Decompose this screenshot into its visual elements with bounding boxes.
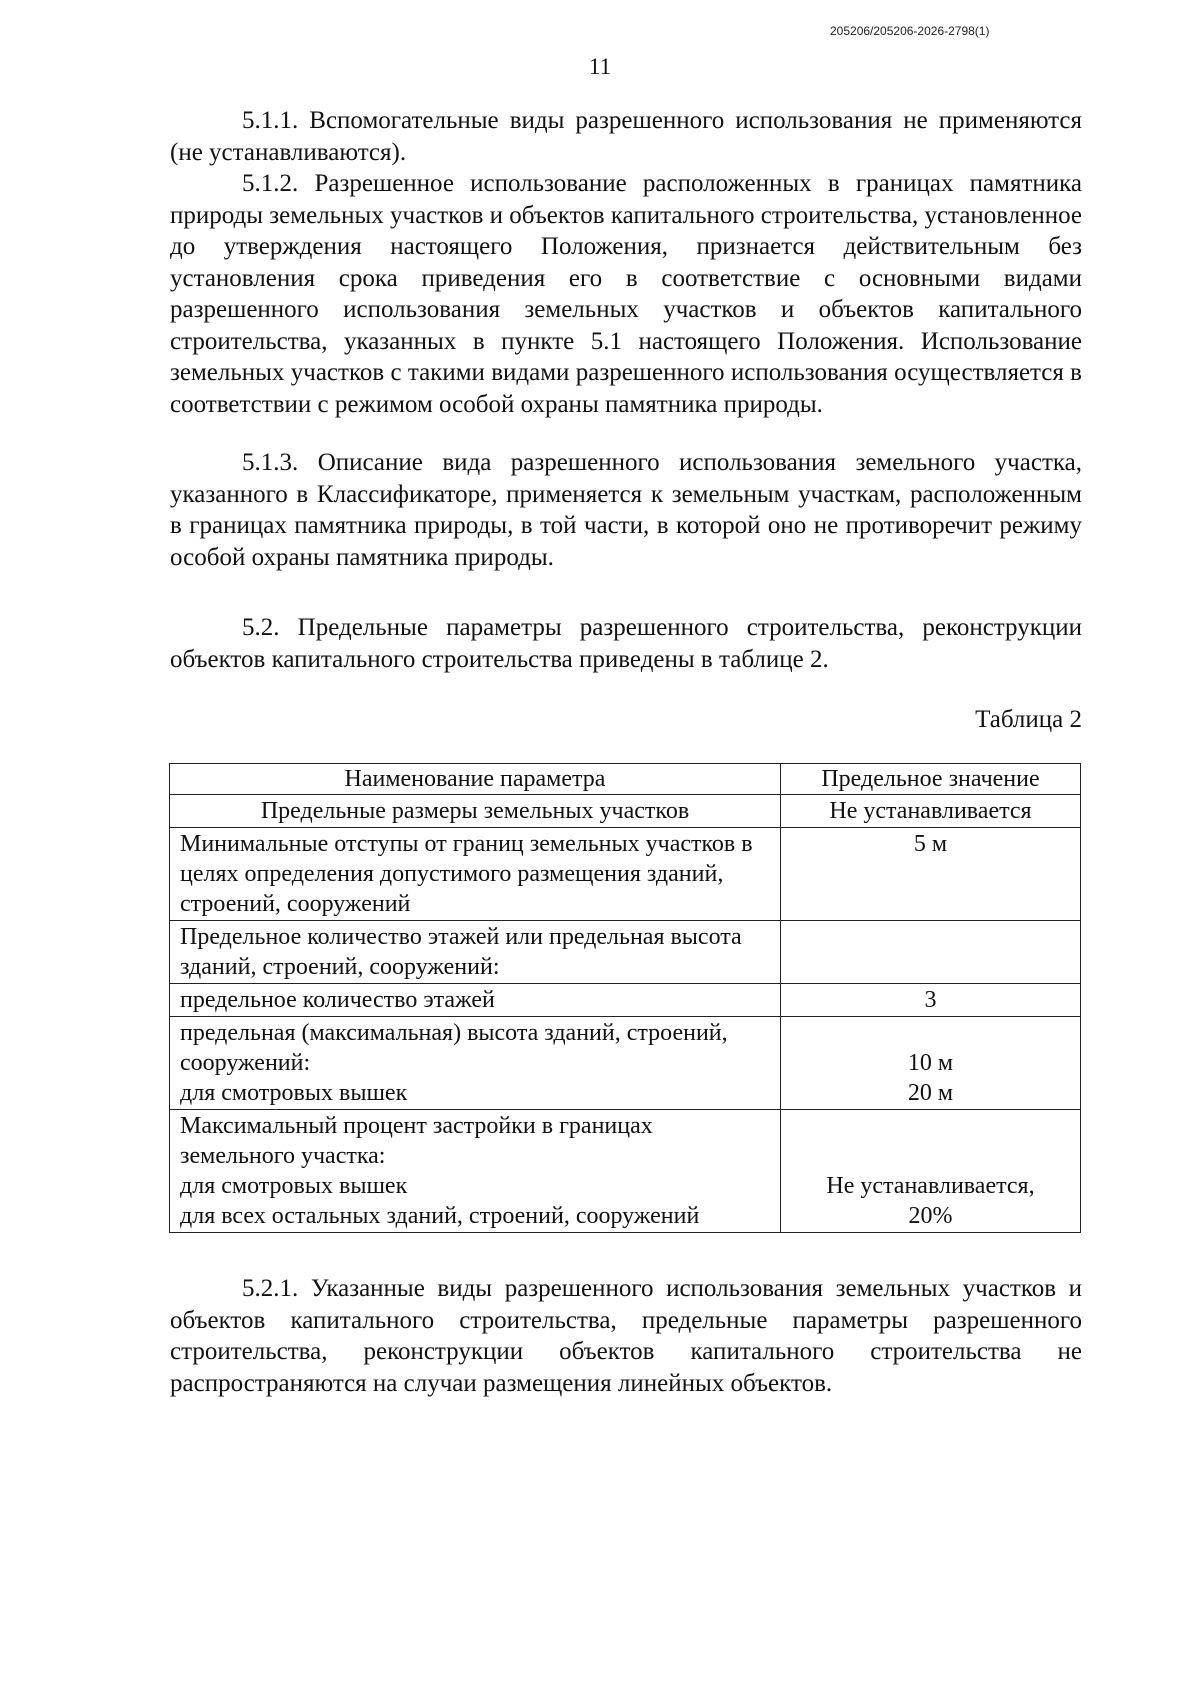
header-limit-value: Предельное значение [781, 764, 1081, 795]
header-parameter-name: Наименование параметра [170, 764, 781, 795]
row-value-line: 20 м [907, 1080, 954, 1106]
table-caption: Таблица 2 [975, 706, 1082, 733]
row-name: Предельное количество этажей или предельная высота зданий, строений, сооружений: [170, 921, 781, 984]
row-name [170, 1110, 781, 1233]
row-value [781, 1110, 1081, 1233]
row-name-line: предельная (максимальная) высота зданий, строений, сооружений: [180, 1020, 728, 1076]
paragraph-5-1-2: 5.1.2. Разрешенное использование расположенных в границах памятника природы земельных участков и объектов капитального строительства, установленное до утверждения настоящего Положения, признается действительным без установления срока приведения его в соответствие с основными видами разрешенного использования земельных участков и объектов капитального строительства, указанных в пункте 5.1 настоящего Положения. Использование земельных участков с такими видами разрешенного использования осуществляется в соответствии с режимом особой охраны памятника природы. [170, 170, 1083, 418]
row-value [781, 1017, 1081, 1110]
page-number: 11 [588, 54, 612, 79]
row-name-line: Максимальный процент застройки в границах земельного участка: [180, 1113, 653, 1169]
row-value: 3 [781, 984, 1081, 1017]
table-header-row [170, 764, 1081, 795]
row-name: Предельные размеры земельных участков [170, 795, 781, 828]
paragraph-5-2-1: 5.2.1. Указанные виды разрешенного использования земельных участков и объектов капитального строительства, предельные параметры разрешенного строительства, реконструкции объектов капитального строительства не распространяются на случаи размещения линейных объектов. [170, 1275, 1082, 1397]
document-id: 205206/205206-2026-2798(1) [830, 24, 990, 38]
row-name [170, 1017, 781, 1110]
row-name-line: для смотровых вышек [180, 1173, 408, 1199]
row-value [781, 921, 1081, 984]
parameters-table [169, 763, 1081, 1233]
table-row [170, 795, 1081, 828]
table-row [170, 921, 1081, 984]
row-value: 5 м [781, 828, 1081, 921]
table-row [170, 828, 1081, 921]
paragraph-5-1-1: 5.1.1. Вспомогательные виды разрешенного использования не применяются (не устанавливаются). [170, 107, 1082, 166]
row-name-line: для всех остальных зданий, строений, сооружений [180, 1203, 700, 1229]
table-row [170, 1017, 1081, 1110]
row-value-line: 20% [908, 1203, 953, 1229]
row-name: предельное количество этажей [170, 984, 781, 1017]
table-row [170, 1110, 1081, 1233]
paragraph-5-1-3: 5.1.3. Описание вида разрешенного использования земельного участка, указанного в Классификаторе, применяется к земельным участкам, расположенным в границах памятника природы, в той части, в которой оно не противоречит режиму особой охраны памятника природы. [170, 449, 1082, 571]
table-row [170, 984, 1081, 1017]
row-value-line: Не устанавливается, [826, 1173, 1035, 1199]
row-value-line: 10 м [907, 1050, 954, 1076]
paragraph-5-2: 5.2. Предельные параметры разрешенного строительства, реконструкции объектов капитального строительства приведены в таблице 2. [170, 614, 1082, 673]
row-value: Не устанавливается [781, 795, 1081, 828]
row-name-line: для смотровых вышек [180, 1080, 408, 1106]
row-name: Минимальные отступы от границ земельных участков в целях определения допустимого размещения зданий, строений, сооружений [170, 828, 781, 921]
